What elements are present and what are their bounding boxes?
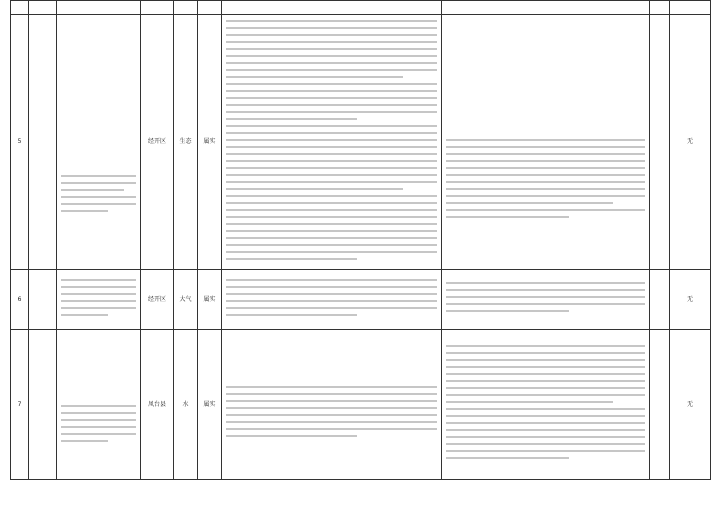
complaint-content [57,15,141,270]
complaint-code [29,330,57,480]
complaints-table [10,0,711,480]
handling-measures [442,330,650,480]
footer-watermark [12,486,172,500]
complaint-content [57,330,141,480]
remark: 无 [670,15,711,270]
table-row [11,15,711,270]
verification-result: 属实 [198,330,222,480]
verification-result: 属实 [198,270,222,330]
pollution-type: 水 [174,330,198,480]
investigation-findings [222,270,442,330]
row-index: 6 [11,270,29,330]
row-index: 7 [11,330,29,480]
investigation-findings [222,15,442,270]
accountability [650,15,670,270]
complaint-content [57,270,141,330]
administrative-area: 经开区 [141,15,174,270]
accountability [650,270,670,330]
administrative-area: 经开区 [141,270,174,330]
remark: 无 [670,330,711,480]
administrative-area: 凤台县 [141,330,174,480]
table-row [11,330,711,480]
handling-measures [442,270,650,330]
complaint-code [29,270,57,330]
pollution-type: 大气 [174,270,198,330]
remark: 无 [670,270,711,330]
row-index: 5 [11,15,29,270]
complaint-code [29,15,57,270]
pollution-type: 生态 [174,15,198,270]
handling-measures [442,15,650,270]
investigation-findings [222,330,442,480]
accountability [650,330,670,480]
table-row-partial [11,1,711,15]
verification-result: 属实 [198,15,222,270]
table-row [11,270,711,330]
